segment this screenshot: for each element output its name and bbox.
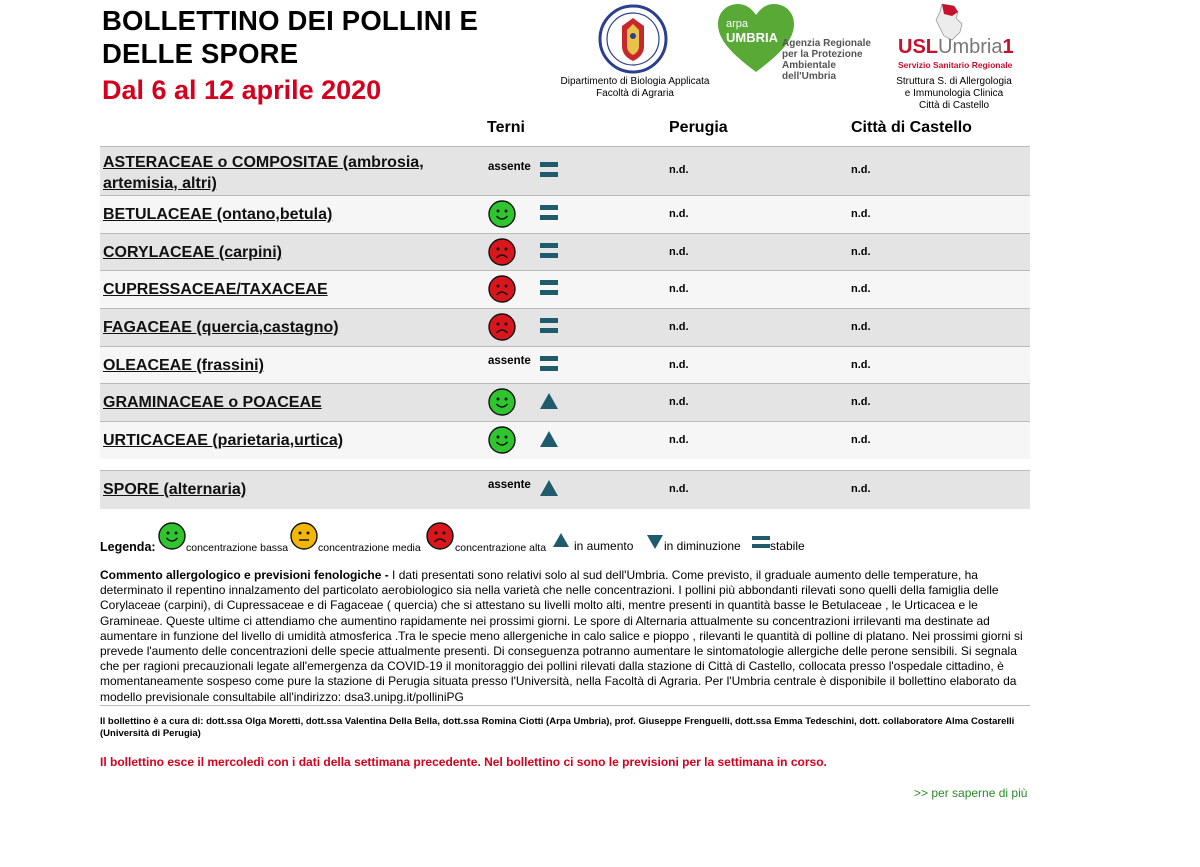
pollen-family-link[interactable] xyxy=(103,479,473,500)
equals-icon xyxy=(538,240,560,262)
castello-value: n.d. xyxy=(851,283,871,295)
column-header-terni: Terni xyxy=(487,119,525,136)
smile-face-icon xyxy=(488,426,516,454)
terni-status: assente xyxy=(488,355,531,367)
usl-tagline: Servizio Sanitario Regionale xyxy=(898,60,1013,70)
sad-face-icon xyxy=(488,275,516,303)
pollen-family-link[interactable] xyxy=(103,430,473,451)
comment-body: I dati presentati sono relativi solo al sud dell'Umbria. Come previsto, il graduale aumento delle temperature, ha determinato il repentino innalzamento del particolato aerobiologico sia nella varietà che nelle concentrazioni. I pollini più abbondanti rilevati sono quelli della famiglia delle Corylaceae (carpini), di Cupressaceae e di Fagaceae ( quercia) che si attestano su livelli molto alti, mentre presenti in quantità basse le Betulaceae , le Urticacea e le Gramineae. Queste ultime ci attendiamo che aumentino rapidamente nei prossimi giorni. Le spore di Alternaria attualmente su concentrazioni irrilevanti ma destinate ad aumentare in funzione del livello di umidità atmosferica .Tra le specie meno allergeniche in calo salice e pioppo , rilevanti le quantità di polline di platano. Nei prossimi giorni si prevede l'aumento delle concentrazioni delle specie attualmente presenti. Di conseguenza potranno aumentare le sintomatologie allergiche delle perone sensibili. Si segnala che per ragioni precauzionali legate all'emergenza da COVID-19 il monitoraggio dei pollini rilevati dalla stazione di Città di Castello, collocata presso l'ospedale cittadino, è momentaneamente sospeso come pure la stazione di Perugia situata presso l'Università, nella Facoltà di Agraria. Per l'Umbria centrale è disponibile il bollettino elaborato da modello previsionale consultabile all'indirizzo: dsa3.unipg.it/polliniPG xyxy=(100,568,1023,704)
smile-face-icon xyxy=(158,522,186,550)
arpa-caption-line-3: Ambientale dell'Umbria xyxy=(782,60,837,82)
pollen-family-name: FAGACEAE (quercia,castagno) xyxy=(103,319,339,336)
credits: Il bollettino è a cura di: dott.ssa Olga Moretti, dott.ssa Valentina Della Bella, dott.ssa Romina Ciotti (Arpa Umbria), prof. Giuseppe Frenguelli, dott.ssa Emma Tedeschini, dott. collaboratore Alma Costarelli (Università di Perugia) xyxy=(100,716,1015,739)
smile-face-icon xyxy=(488,388,516,416)
castello-value: n.d. xyxy=(851,164,871,176)
pollen-family-link[interactable] xyxy=(103,242,473,263)
perugia-value: n.d. xyxy=(669,321,689,333)
equals-icon xyxy=(538,202,560,224)
pollen-family-name: GRAMINACEAE o POACEAE xyxy=(103,394,322,411)
pollen-family-name: ASTERACEAE o COMPOSITAE (ambrosia, xyxy=(103,154,424,171)
column-header-perugia: Perugia xyxy=(669,119,728,136)
castello-value: n.d. xyxy=(851,396,871,408)
table-row xyxy=(100,195,1030,233)
usl-caption-line-3: Città di Castello xyxy=(918,100,990,111)
pollen-family-name: SPORE (alternaria) xyxy=(103,481,247,498)
legend-label: Legenda: xyxy=(100,540,156,554)
pollen-family-name: URTICACEAE (parietaria,urtica) xyxy=(103,432,344,449)
column-header-castello: Città di Castello xyxy=(851,119,972,136)
pollen-family-link[interactable] xyxy=(103,392,473,413)
castello-value: n.d. xyxy=(851,245,871,258)
triangle-up-icon xyxy=(538,477,560,499)
sad-face-icon xyxy=(426,522,454,550)
title-line-1: BOLLETTINO DEI POLLINI E xyxy=(102,5,479,36)
pollen-family-name: CORYLACEAE (carpini) xyxy=(103,244,282,261)
pollen-family-link[interactable] xyxy=(103,152,473,194)
usl-brand-usl: USL xyxy=(898,36,938,58)
arpa-caption-line-1: Agenzia Regionale xyxy=(782,38,871,49)
publication-notice: Il bollettino esce il mercoledì con i dati della settimana precedente. Nel bollettino ci sono le previsioni per la settimana in corso. xyxy=(100,755,827,769)
title-line-2: DELLE SPORE xyxy=(102,38,299,69)
unipg-seal-logo xyxy=(598,4,668,74)
table-row xyxy=(100,346,1030,384)
legend-diminuzione: in diminuzione xyxy=(664,539,741,553)
unipg-caption-line-2: Facoltà di Agraria xyxy=(596,88,674,99)
usl-caption xyxy=(884,76,1024,112)
perugia-value: n.d. xyxy=(669,245,689,258)
castello-value: n.d. xyxy=(851,433,871,446)
pollen-family-link[interactable] xyxy=(103,279,473,300)
usl-caption-line-2: e Immunologia Clinica xyxy=(904,88,1004,99)
neutral-face-icon xyxy=(290,522,318,550)
table-row xyxy=(100,470,1030,509)
triangle-up-icon xyxy=(538,390,560,412)
arpa-brand-small: arpa xyxy=(726,18,749,30)
comment-heading: Commento allergologico e previsioni fenologiche - xyxy=(100,568,393,582)
usl-brand xyxy=(898,36,1014,58)
equals-icon xyxy=(538,277,560,299)
castello-value: n.d. xyxy=(851,321,871,333)
date-range: Dal 6 al 12 aprile 2020 xyxy=(102,75,382,105)
triangle-down-icon xyxy=(646,534,664,550)
pollen-family-link[interactable] xyxy=(103,204,473,225)
table-row xyxy=(100,308,1030,347)
table-row xyxy=(100,383,1030,422)
legend-media: concentrazione media xyxy=(318,542,421,554)
usl-brand-umbria: Umbria xyxy=(938,36,1003,58)
table-row xyxy=(100,270,1030,309)
castello-value: n.d. xyxy=(851,207,871,220)
divider xyxy=(100,705,1030,706)
equals-icon xyxy=(538,315,560,337)
pollen-family-name: CUPRESSACEAE/TAXACEAE xyxy=(103,281,328,298)
castello-value: n.d. xyxy=(851,358,871,371)
unipg-caption xyxy=(540,76,730,100)
equals-icon xyxy=(752,535,770,549)
perugia-value: n.d. xyxy=(669,396,689,408)
usl-brand-number: 1 xyxy=(1002,36,1014,58)
terni-status: assente xyxy=(488,161,531,173)
pollen-family-name: BETULACEAE (ontano,betula) xyxy=(103,206,333,223)
triangle-up-icon xyxy=(552,532,570,548)
legend-stabile: stabile xyxy=(770,539,805,553)
triangle-up-icon xyxy=(538,428,560,450)
equals-icon xyxy=(538,159,560,181)
legend-aumento: in aumento xyxy=(574,539,634,553)
table-row xyxy=(100,146,1030,195)
equals-icon xyxy=(538,353,560,375)
castello-value: n.d. xyxy=(851,483,871,495)
page-title xyxy=(102,4,562,70)
pollen-family-link[interactable] xyxy=(103,317,473,338)
perugia-value: n.d. xyxy=(669,483,689,495)
arpa-caption xyxy=(782,38,882,82)
unipg-caption-line-1: Dipartimento di Biologia Applicata xyxy=(560,76,710,87)
legend-bassa: concentrazione bassa xyxy=(186,542,289,554)
pollen-family-name-cont: artemisia, altri) xyxy=(103,175,217,192)
arpa-brand-big: UMBRIA xyxy=(726,30,778,45)
perugia-value: n.d. xyxy=(669,283,689,295)
more-info-link[interactable]: >> per saperne di più xyxy=(914,786,1028,800)
smile-face-icon xyxy=(488,200,516,228)
perugia-value: n.d. xyxy=(669,358,689,371)
pollen-family-link[interactable] xyxy=(103,355,473,376)
perugia-value: n.d. xyxy=(669,164,689,176)
usl-caption-line-1: Struttura S. di Allergologia xyxy=(896,76,1012,87)
terni-status: assente xyxy=(488,479,531,491)
table-row xyxy=(100,421,1030,459)
allergological-comment xyxy=(100,568,1030,705)
legend xyxy=(100,520,860,560)
perugia-value: n.d. xyxy=(669,207,689,220)
sad-face-icon xyxy=(488,313,516,341)
table-row xyxy=(100,233,1030,271)
perugia-value: n.d. xyxy=(669,433,689,446)
sad-face-icon xyxy=(488,238,516,266)
pollen-family-name: OLEACEAE (frassini) xyxy=(103,357,264,374)
arpa-caption-line-2: per la Protezione xyxy=(782,49,863,60)
legend-alta: concentrazione alta xyxy=(455,542,547,554)
